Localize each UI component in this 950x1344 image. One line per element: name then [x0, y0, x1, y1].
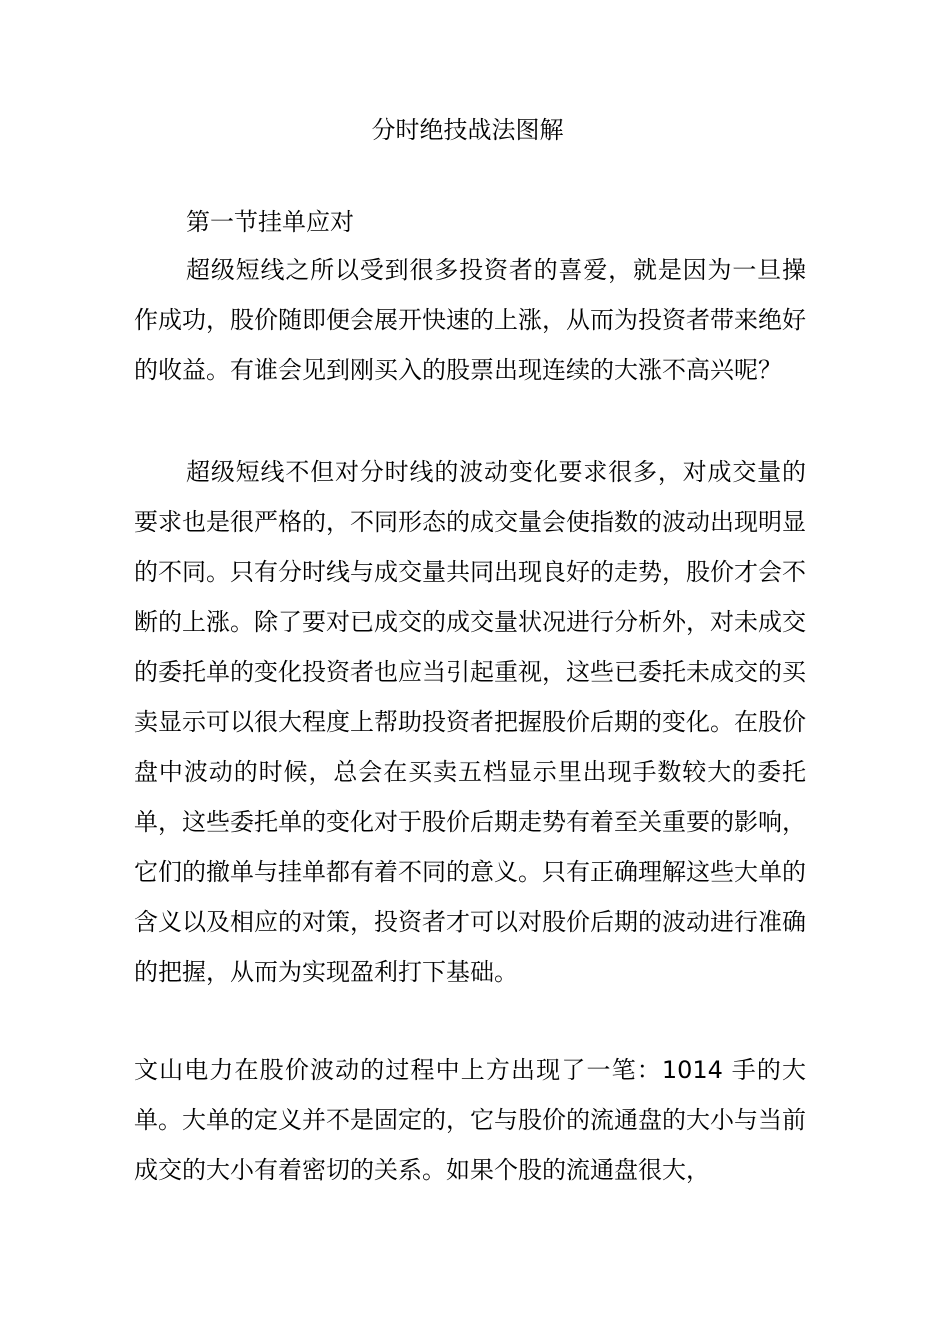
document-title: 分时绝技战法图解: [371, 116, 564, 144]
paragraph-2: 超级短线不但对分时线的波动变化要求很多，对成交量的要求也是很严格的，不同形态的成交量会使指数的波动出现明显的不同。只有分时线与成交量共同出现良好的走势，股价才会不断的上涨。除了要对已成交的成交量状况进行分析外，对未成交的委托单的变化投资者也应当引起重视，这些已委托未成交的买卖显示可以很大程度上帮助投资者把握股价后期的变化。在股价盘中波动的时候，总会在买卖五档显示里出现手数较大的委托单，这些委托单的变化对于股价后期走势有着至关重要的影响，它们的撤单与挂单都有着不同的意义。只有正确理解这些大单的含义以及相应的对策，投资者才可以对股价后期的波动进行准确的把握，从而为实现盈利打下基础。: [134, 458, 806, 986]
paragraph-3: 文山电力在股价波动的过程中上方出现了一笔：1014 手的大单。大单的定义并不是固定的，它与股价的流通盘的大小与当前成交的大小有着密切的关系。如果个股的流通盘很大，: [134, 1056, 806, 1184]
section-heading: 第一节挂单应对: [186, 208, 354, 236]
paragraph-1: 超级短线之所以受到很多投资者的喜爱，就是因为一旦操作成功，股价随即便会展开快速的上涨，从而为投资者带来绝好的收益。有谁会见到刚买入的股票出现连续的大涨不高兴呢？: [134, 256, 806, 384]
